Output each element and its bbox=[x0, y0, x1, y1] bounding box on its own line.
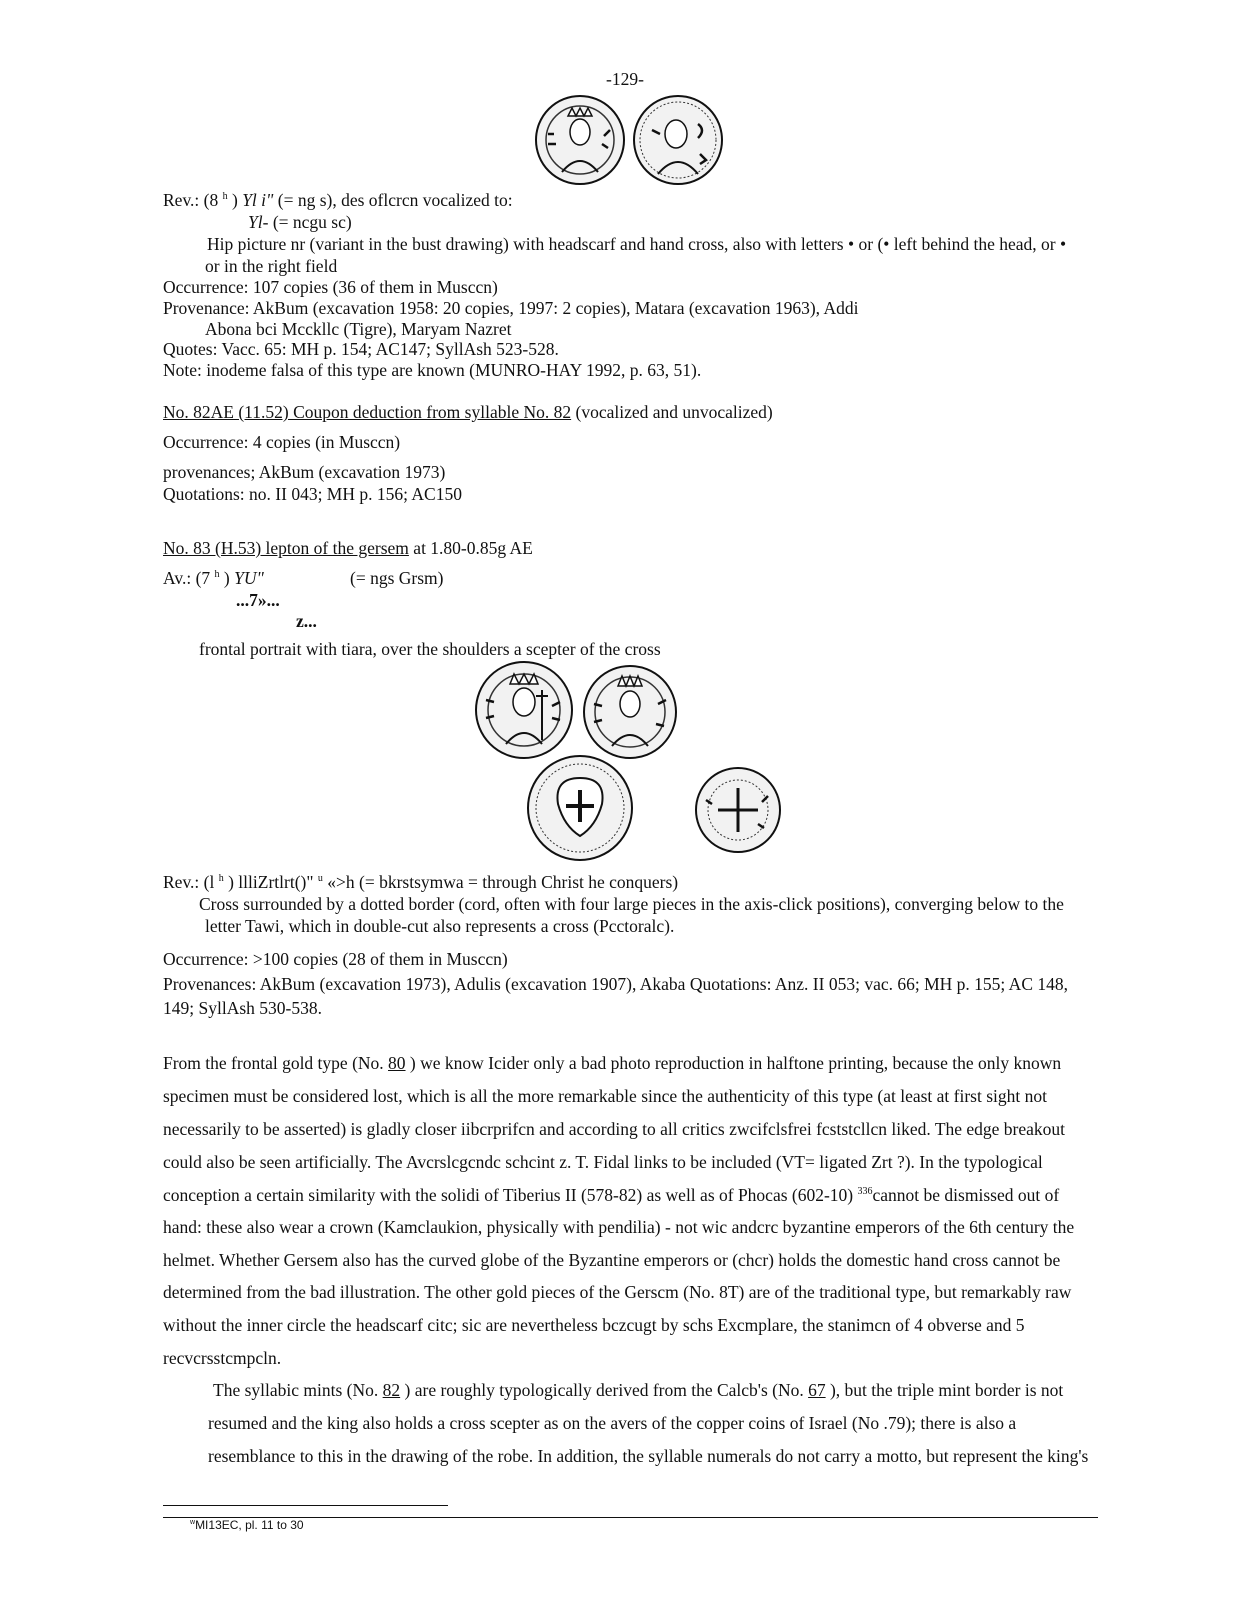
cross-description-1: Cross surrounded by a dotted border (cord, often with four large pieces in the axis-click positions), converging below to the bbox=[199, 894, 1064, 914]
note-line: Note: inodeme falsa of this type are known (MUNRO-HAY 1992, p. 63, 51). bbox=[163, 360, 702, 380]
legend-fragment-1: ...7»... bbox=[236, 590, 280, 610]
coin-top-reverse bbox=[634, 96, 722, 184]
coin-group-middle bbox=[472, 660, 792, 866]
provenance-line-1: Provenances: AkBum (excavation 1973), Adulis (excavation 1907), Akaba Quotations: Anz. II 053; vac. 66; MH p. 155; AC 148, bbox=[163, 974, 1068, 994]
av-line: Av.: (7 $^h$ ) YU" bbox=[163, 568, 264, 588]
footnote-separator bbox=[163, 1505, 448, 1506]
quotes-line: Quotes: Vacc. 65: MH p. 154; AC147; SyllAsh 523-528. bbox=[163, 339, 559, 359]
paragraph-1-line-3: necessarily to be asserted) is gladly closer iibcrprifcn and according to all critics zwcifclsfrei fcststcllcn liked. The edge breakout bbox=[163, 1119, 1066, 1139]
provenance-line-2: 149; SyllAsh 530-538. bbox=[163, 998, 322, 1018]
occurrence-line: Occurrence: >100 copies (28 of them in Musccn) bbox=[163, 949, 508, 969]
provenance-line-1: Provenance: AkBum (excavation 1958: 20 copies, 1997: 2 copies), Matara (excavation 1963), Addi bbox=[163, 298, 859, 318]
av-transliteration: (= ngs Grsm) bbox=[350, 568, 444, 588]
paragraph-1-line-10: recvcrsstcmpcln. bbox=[163, 1348, 282, 1368]
coin-pair-top bbox=[534, 94, 726, 190]
description-line-1: Hip picture nr (variant in the bust drawing) with headscarf and hand cross, also with letters • or (• left behind the head, or • bbox=[207, 234, 1067, 254]
section-heading-82ae: No. 82AE (11.52) Coupon deduction from syllable No. 82 (vocalized and unvocalized) bbox=[163, 402, 773, 422]
provenance-line: provenances; AkBum (excavation 1973) bbox=[163, 462, 446, 482]
section-heading-83: No. 83 (H.53) lepton of the gersem at 1.80-0.85g AE bbox=[163, 538, 533, 558]
coin-mid-obverse-1 bbox=[476, 662, 572, 758]
provenance-line-2: Abona bci Mcckllc (Tigre), Maryam Nazret bbox=[205, 319, 512, 339]
page-number: -129- bbox=[606, 69, 644, 89]
coin-mid-obverse-2 bbox=[584, 666, 676, 758]
paragraph-1-line-6: hand: these also wear a crown (Kamclaukion, physically with pendilia) - not wic andcrc byzantine emperors of the 6th century the bbox=[163, 1217, 1075, 1237]
portrait-description: frontal portrait with tiara, over the shoulders a scepter of the cross bbox=[199, 639, 661, 659]
paragraph-1-line-2: specimen must be considered lost, which is all the more remarkable since the authenticity of this type (at least at first sight not bbox=[163, 1086, 1047, 1106]
cross-description-2: letter Tawi, which in double-cut also represents a cross (Pcctoralc). bbox=[205, 916, 675, 936]
quotations-line: Quotations: no. II 043; MH p. 156; AC150 bbox=[163, 484, 462, 504]
paragraph-1-line-9: without the inner circle the headscarf citc; sic are nevertheless bczcugt by schs Excmplare, the stanimcn of 4 obverse and 5 bbox=[163, 1315, 1025, 1335]
paragraph-2-line-2: resumed and the king also holds a cross scepter as on the avers of the copper coins of Israel (No .79); there is also a bbox=[208, 1413, 1017, 1433]
occurrence-line: Occurrence: 4 copies (in Musccn) bbox=[163, 432, 401, 452]
rev-line-83: Rev.: (l $^h$ ) llliZrtlrt()" $^u$ «>h (= bkrstsymwa = through Christ he conquers) bbox=[163, 872, 679, 892]
coin-mid-reverse-1 bbox=[528, 756, 632, 860]
footnote: $^w$MI13EC, pl. 11 to 30 bbox=[190, 1518, 304, 1532]
paragraph-1-line-7: helmet. Whether Gersem also has the curved globe of the Byzantine emperors or (chcr) holds the domestic hand cross cannot be bbox=[163, 1250, 1061, 1270]
legend-fragment-2: z... bbox=[296, 611, 317, 631]
paragraph-1-line-8: determined from the bad illustration. The other gold pieces of the Gerscm (No. 8T) are of the traditional type, but remarkably raw bbox=[163, 1282, 1072, 1302]
description-line-2: or in the right field bbox=[205, 256, 338, 276]
paragraph-1-line-1: From the frontal gold type (No. 80 ) we know Icider only a bad photo reproduction in halftone printing, because the only known bbox=[163, 1053, 1062, 1073]
coin-mid-reverse-2 bbox=[696, 768, 780, 852]
occurrence-line: Occurrence: 107 copies (36 of them in Musccn) bbox=[163, 277, 498, 297]
coin-top-obverse bbox=[536, 96, 624, 184]
paragraph-2-line-1: The syllabic mints (No. 82 ) are roughly typologically derived from the Calcb's (No. 67 ), but the triple mint border is not bbox=[213, 1380, 1064, 1400]
paragraph-1-line-5: conception a certain similarity with the solidi of Tiberius II (578-82) as well as of Phocas (602-10) $^{336}$cannot be dismissed out of bbox=[163, 1185, 1060, 1205]
vocalized-line: Yl- (= ncgu sc) bbox=[248, 212, 352, 232]
paragraph-2-line-3: resemblance to this in the drawing of the robe. In addition, the syllable numerals do not carry a motto, but represent the king's bbox=[208, 1446, 1089, 1466]
paragraph-1-line-4: could also be seen artificially. The Avcrslcgcndc schcint z. T. Fidal links to be included (VT= ligated Zrt ?). In the typological bbox=[163, 1152, 1043, 1172]
rev-line: Rev.: (8 $^h$ ) Yl i" (= ng s), des oflcrcn vocalized to: bbox=[163, 190, 513, 210]
